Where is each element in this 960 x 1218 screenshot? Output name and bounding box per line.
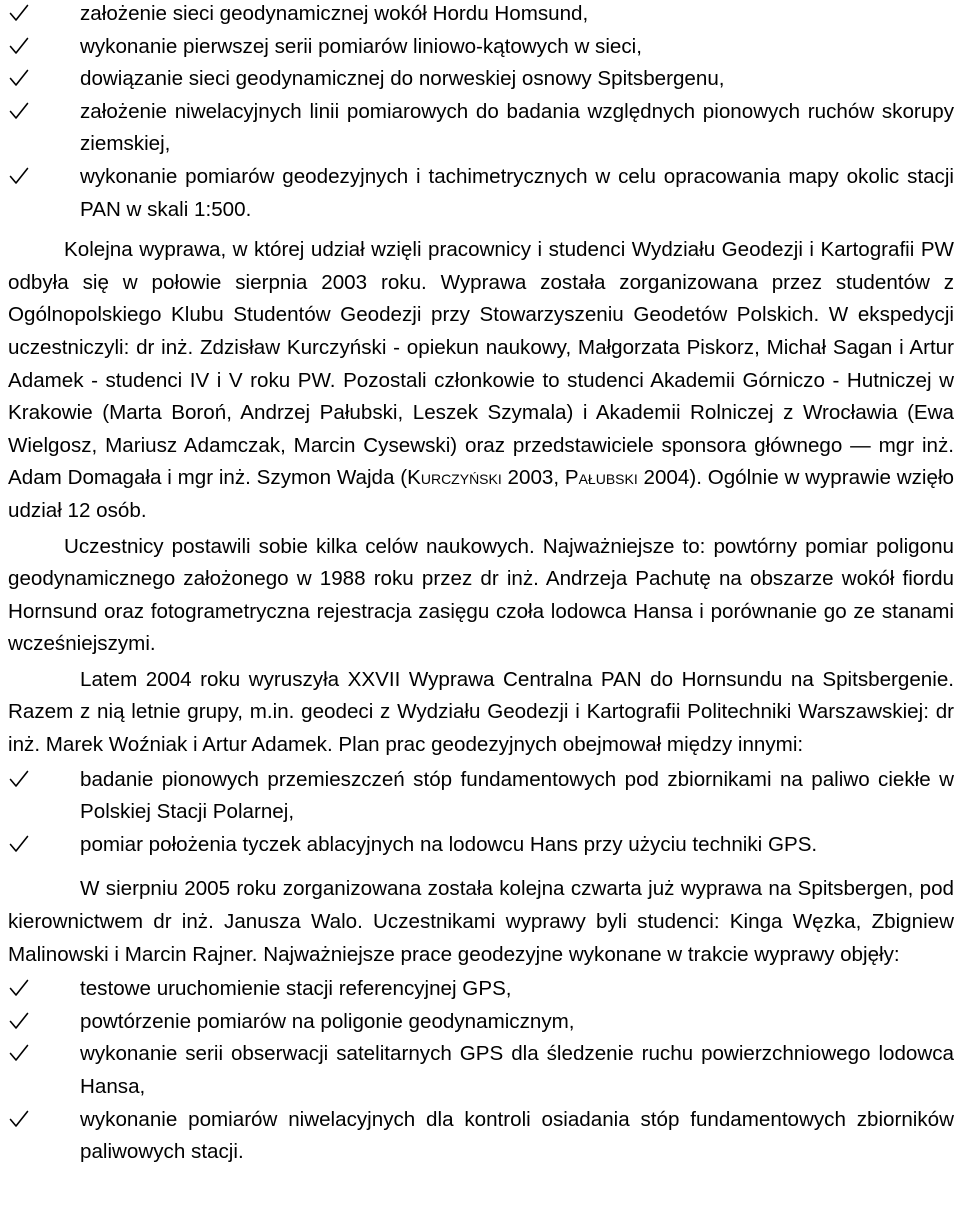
list-item-text: wykonanie pierwszej serii pomiarów liniowo-kątowych w sieci, [80, 34, 642, 58]
checkmark-icon [9, 829, 31, 861]
paragraph-2004-expedition: Latem 2004 roku wyruszyła XXVII Wyprawa Centralna PAN do Hornsundu na Spitsbergenie. Razem z nią letnie grupy, m.in. geodeci z Wydziału Geodezji i Kartografii Politechniki Warszawskiej: dr inż. Marek Woźniak i Artur Adamek. Plan prac geodezyjnych obejmował między innymi: [8, 667, 954, 757]
paragraph-text: ). Ogólnie w wyprawie wzięło udział 12 osób. [8, 466, 954, 522]
list-item-text: badanie pionowych przemieszczeń stóp fundamentowych pod zbiornikami na paliwo ciekłe w Polskiej Stacji Polarnej, [80, 767, 954, 824]
checkmark-icon [9, 161, 31, 193]
list-item-text: dowiązanie sieci geodynamicznej do norweskiej osnowy Spitsbergenu, [80, 67, 725, 91]
paragraph-2003-expedition [8, 234, 954, 527]
checkmark-icon [9, 1038, 31, 1070]
list-item [8, 973, 954, 1006]
checkmark-icon [9, 96, 31, 128]
document-page [8, 0, 954, 1169]
list-item-text: pomiar położenia tyczek ablacyjnych na lodowcu Hans przy użyciu techniki GPS. [80, 832, 818, 856]
list-item-text: założenie sieci geodynamicznej wokół Hordu Homsund, [80, 2, 589, 25]
paragraph-scientific-goals: Uczestnicy postawili sobie kilka celów naukowych. Najważniejsze to: powtórny pomiar poligonu geodynamicznego założonego w 1988 roku przez dr inż. Andrzeja Pachutę na obszarze wokół fiordu Hornsund oraz fotogrametryczna rejestracja zasięgu czoła lodowca Hansa i porównanie go ze stanami wcześniejszymi. [8, 534, 954, 656]
list-item [8, 96, 954, 161]
checkmark-icon [9, 764, 31, 796]
checkmark-icon [9, 973, 31, 1005]
list-item-text: testowe uruchomienie stacji referencyjnej GPS, [80, 977, 512, 1001]
checklist-initial-tasks [8, 0, 954, 226]
checklist-2004-plan [8, 764, 954, 862]
citation-author: Pałubski [564, 466, 638, 490]
paragraph-2005-expedition: W sierpniu 2005 roku zorganizowana została kolejna czwarta już wyprawa na Spitsbergen, pod kierownictwem dr inż. Janusza Walo. Uczestnikami wyprawy byli studenci: Kinga Węzka, Zbigniew Malinowski i Marcin Rajner. Najważniejsze prace geodezyjne wykonane w trakcie wyprawy objęły: [8, 877, 954, 966]
list-item [8, 1038, 954, 1103]
list-item-text: wykonanie pomiarów geodezyjnych i tachimetrycznych w celu opracowania mapy okolic stacji PAN w skali 1:500. [80, 164, 954, 221]
citation-year: 2004 [637, 466, 690, 490]
citation-year: 2003, [501, 466, 565, 490]
checkmark-icon [9, 1104, 31, 1136]
list-item-text: powtórzenie pomiarów na poligonie geodynamicznym, [80, 1009, 575, 1033]
list-item [8, 63, 954, 96]
citation-author: Kurczyński [407, 466, 502, 490]
list-item [8, 161, 954, 226]
list-item-text: założenie niwelacyjnych linii pomiarowych do badania względnych pionowych ruchów skorupy ziemskiej, [80, 99, 954, 156]
list-item-text: wykonanie serii obserwacji satelitarnych GPS dla śledzenie ruchu powierzchniowego lodowca Hansa, [80, 1042, 954, 1098]
checkmark-icon [9, 31, 31, 63]
paragraph-text: Kolejna wyprawa, w której udział wzięli pracownicy i studenci Wydziału Geodezji i Kartografii PW odbyła się w połowie sierpnia 2003 roku. Wyprawa została zorganizowana przez studentów z Ogólnopolskiego Klubu Studentów Geodezji przy Stowarzyszeniu Geodetów Polskich. W ekspedycji uczestniczyli: dr inż. Zdzisław Kurczyński - opiekun naukowy, Małgorzata Piskorz, Michał Sagan i Artur Adamek - studenci IV i V roku PW. Pozostali członkowie to studenci Akademii Górniczo - Hutniczej w Krakowie (Marta Boroń, Andrzej Pałubski, Leszek Szymala) i Akademii Rolniczej z Wrocławia (Ewa Wielgosz, Mariusz Adamczak, Marcin Cysewski) oraz przedstawiciele sponsora głównego — mgr inż. Adam Domagała i mgr inż. Szymon Wajda ( [8, 238, 954, 490]
list-item [8, 1104, 954, 1169]
list-item [8, 764, 954, 829]
list-item [8, 31, 954, 64]
list-item [8, 829, 954, 862]
checkmark-icon [9, 63, 31, 95]
checkmark-icon [9, 1006, 31, 1038]
list-item [8, 1006, 954, 1039]
list-item-text: wykonanie pomiarów niwelacyjnych dla kontroli osiadania stóp fundamentowych zbiorników paliwowych stacji. [80, 1107, 954, 1164]
checkmark-icon [9, 0, 31, 30]
list-item [8, 0, 954, 31]
checklist-2005-work [8, 973, 954, 1169]
